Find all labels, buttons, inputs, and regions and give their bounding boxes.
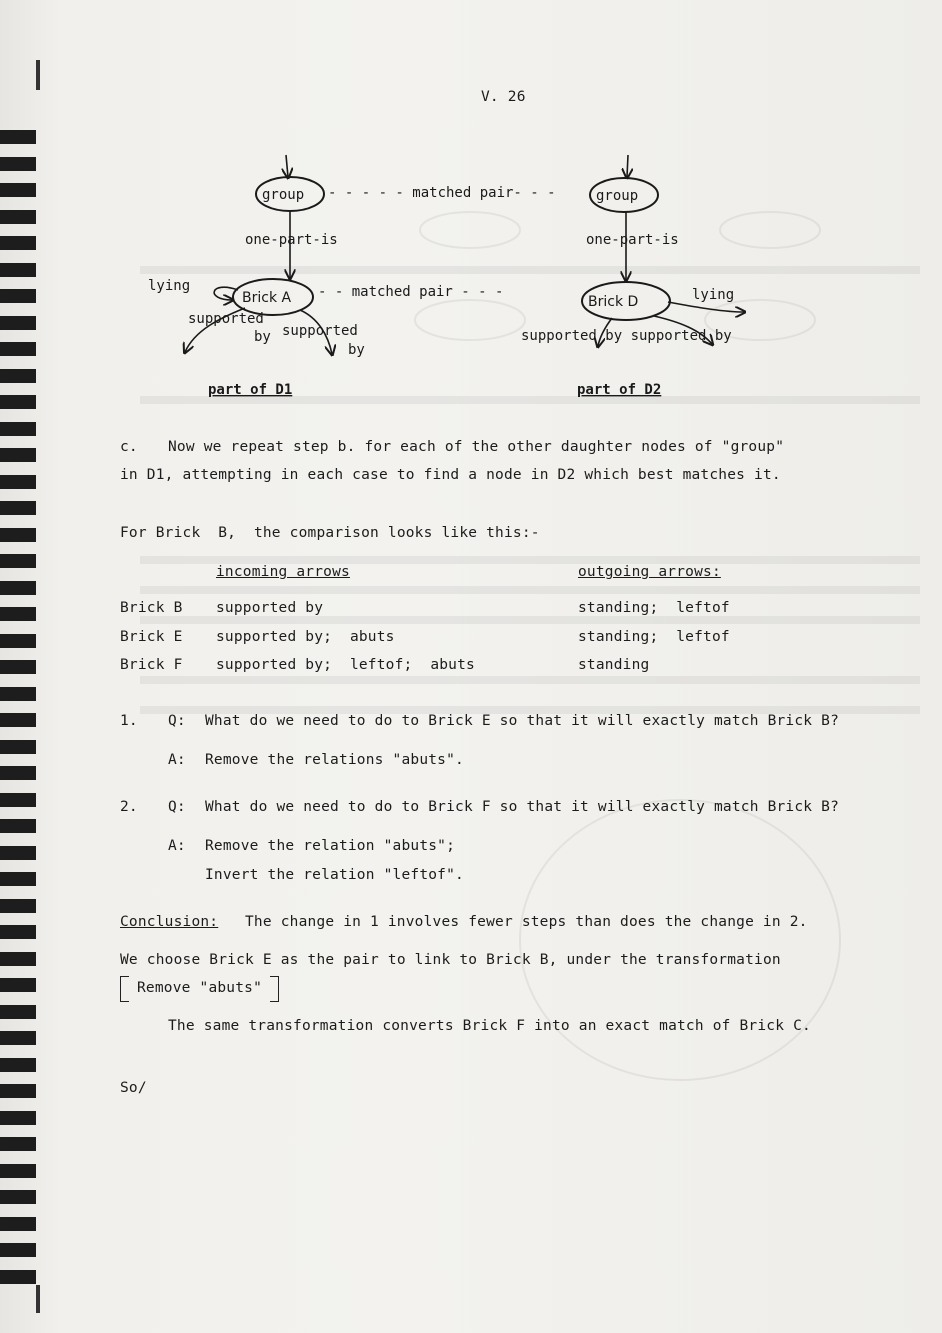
row-outgoing: standing — [578, 657, 650, 673]
caption-d2: part of D2 — [577, 382, 662, 398]
row-name: Brick F — [120, 657, 183, 673]
q-marker: Q: — [168, 713, 186, 729]
row-outgoing: standing; leftof — [578, 600, 730, 616]
row-incoming: supported by — [216, 600, 324, 616]
binding-tab — [0, 634, 36, 648]
one-part-is-label-right: one-part-is — [586, 232, 679, 248]
answer-text: Invert the relation "leftof". — [205, 867, 464, 883]
row-incoming: supported by; leftof; abuts — [216, 657, 475, 673]
conclusion-line2: We choose Brick E as the pair to link to Brick B, under the transformation — [120, 952, 781, 968]
binding-tab — [0, 501, 36, 515]
matching-diagram — [0, 0, 942, 420]
transformation-bracket-left — [120, 976, 129, 1002]
caption-d1: part of D1 — [208, 382, 293, 398]
lying-arrow-right — [668, 302, 744, 312]
incoming-arrows-header: incoming arrows — [216, 564, 350, 580]
binding-tab — [0, 1137, 36, 1151]
final-statement: The same transformation converts Brick F into an exact match of Brick C. — [168, 1018, 811, 1034]
binding-tab — [0, 1270, 36, 1284]
question-text: What do we need to do to Brick E so that it will exactly match Brick B? — [205, 713, 840, 729]
binding-tab — [0, 422, 36, 436]
binding-tab — [0, 713, 36, 727]
brick-d-label: Brick D — [588, 294, 639, 310]
a-marker: A: — [168, 752, 186, 768]
q-marker: Q: — [168, 799, 186, 815]
outgoing-arrows-header: outgoing arrows: — [578, 564, 721, 580]
row-incoming: supported by; abuts — [216, 629, 395, 645]
binding-tab — [0, 766, 36, 780]
one-part-is-label-left: one-part-is — [245, 232, 338, 248]
brick-a-label: Brick A — [242, 290, 292, 306]
answer-text: Remove the relation "abuts"; — [205, 838, 456, 854]
matched-pair-top: - - - - - matched pair- - - — [328, 185, 556, 201]
binding-tab — [0, 925, 36, 939]
binding-tab — [0, 1217, 36, 1231]
group-node-right-label: group — [596, 188, 639, 204]
transformation-text: Remove "abuts" — [137, 980, 263, 996]
binding-tab — [0, 793, 36, 807]
row-name: Brick B — [120, 600, 183, 616]
closing-mark: So/ — [120, 1080, 147, 1096]
binding-tab — [0, 978, 36, 992]
supported-label-2: supported — [282, 323, 358, 339]
incoming-arrow-right — [627, 155, 628, 177]
binding-tab — [0, 1190, 36, 1204]
binding-tab — [0, 528, 36, 542]
binding-tab — [0, 607, 36, 621]
binding-tab — [0, 1031, 36, 1045]
matched-pair-mid: - - matched pair - - - — [318, 284, 504, 300]
transformation-bracket-right — [270, 976, 279, 1002]
supported-by-label-right: supported by supported by — [521, 328, 732, 344]
row-outgoing: standing; leftof — [578, 629, 730, 645]
binding-tab — [0, 899, 36, 913]
binding-tab — [0, 660, 36, 674]
binding-tab — [0, 846, 36, 860]
qa-number: 1. — [120, 713, 138, 729]
binding-tab — [0, 475, 36, 489]
row-name: Brick E — [120, 629, 183, 645]
paragraph-c-marker: c. — [120, 439, 138, 455]
lying-label-left: lying — [148, 278, 191, 294]
binding-tab — [0, 687, 36, 701]
binding-tab — [0, 1084, 36, 1098]
group-node-left-label: group — [262, 187, 305, 203]
supported-label-1: supported — [188, 311, 264, 327]
binding-tab — [0, 581, 36, 595]
qa-number: 2. — [120, 799, 138, 815]
paragraph-c-line2: in D1, attempting in each case to find a node in D2 which best matches it. — [120, 467, 781, 483]
binding-tab — [0, 554, 36, 568]
binding-tab — [0, 952, 36, 966]
binding-tab — [0, 1164, 36, 1178]
a-marker: A: — [168, 838, 186, 854]
binding-tab — [0, 740, 36, 754]
brick-b-intro: For Brick B, the comparison looks like this:- — [120, 525, 540, 541]
binding-tab — [0, 1243, 36, 1257]
binding-tab — [0, 448, 36, 462]
lying-label-right: lying — [692, 287, 735, 303]
incoming-arrow-left — [286, 155, 288, 177]
page-number: V. 26 — [481, 89, 526, 105]
binding-tab — [0, 1111, 36, 1125]
binding-tab — [0, 1005, 36, 1019]
answer-text: Remove the relations "abuts". — [205, 752, 464, 768]
binding-edge-mark — [36, 1285, 40, 1313]
binding-tab — [0, 872, 36, 886]
conclusion-label: Conclusion: — [120, 914, 219, 930]
paragraph-c-line1: Now we repeat step b. for each of the other daughter nodes of "group" — [168, 439, 785, 455]
binding-tab — [0, 1058, 36, 1072]
question-text: What do we need to do to Brick F so that it will exactly match Brick B? — [205, 799, 840, 815]
conclusion-line1: The change in 1 involves fewer steps than does the change in 2. — [245, 914, 808, 930]
supported-by-label-2: by — [348, 342, 365, 358]
supported-by-label-1: by — [254, 329, 271, 345]
binding-tab — [0, 819, 36, 833]
